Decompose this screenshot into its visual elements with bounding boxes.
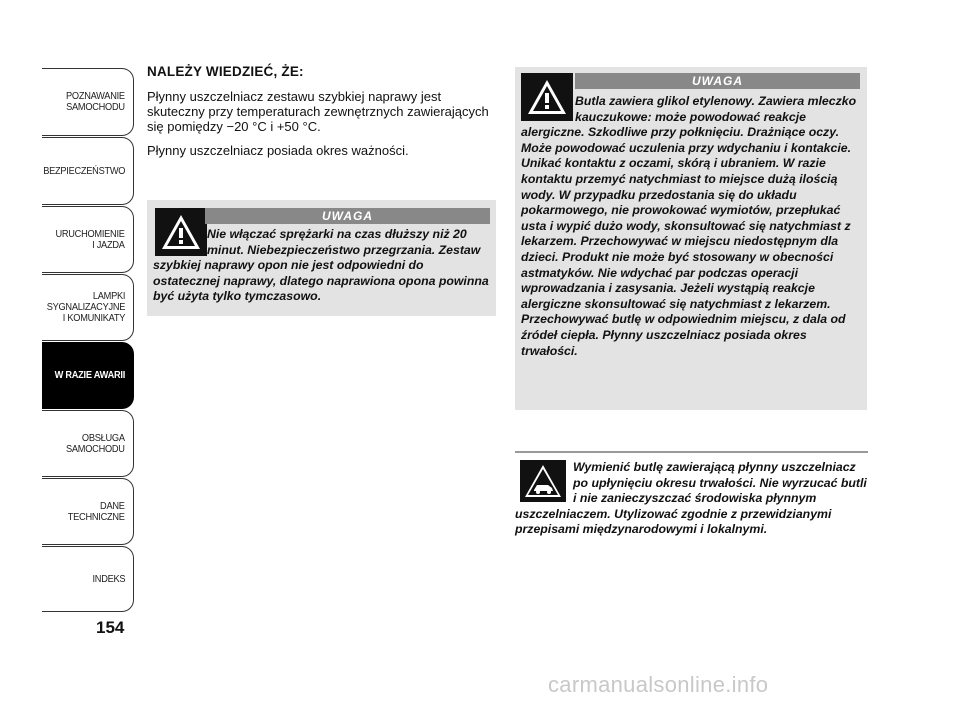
tab-obsluga-samochodu[interactable] [42,410,134,477]
main-text [147,64,492,167]
page-number: 154 [96,618,125,637]
tab-uruchomienie-i-jazda[interactable] [42,206,134,273]
tab-label: BEZPIECZEŃSTWO [42,164,125,177]
warning-text [153,227,491,305]
tab-lampki-sygnalizacyjne[interactable] [42,274,134,341]
tab-bezpieczenstwo[interactable] [42,137,134,205]
divider [515,451,868,453]
tab-label: POZNAWANIE SAMOCHODU [66,90,125,113]
tab-indeks[interactable] [42,546,134,612]
paragraph: Płynny uszczelniacz zestawu szybkiej naprawy jest skuteczny przy temperaturach zewnętrznych zawierających się pomiędzy −20 °C i +50 °C. [147,89,489,134]
tab-label: INDEKS [92,572,125,585]
warning-text-body: Butla zawiera glikol etylenowy. Zawiera mleczko kauczukowe: może powodować reakcje alergiczne. Szkodliwe przy połknięciu. Drażniące oczy. Może powodować uczulenia przy wdychaniu i kontakcie. Unikać kontaktu z oczami, skórą i ubraniem. W razie kontaktu przemyć natychmiast to miejsce dużą ilością wody. W przypadku przedostania się do układu pokarmowego, nie prowokować wymiotów, przepłukać usta i wypić dużo wody, skonsultować się natychmiast z lekarzem. Przechowywać w miejscu niedostępnym dla dzieci. Produkt nie może być stosowany w obecności astmatyków. Nie wdychać par podczas operacji wprowadzania i zasysania. Jeżeli wystąpią reakcje alergiczne skonsultować się natychmiast z lekarzem. Przechowywać butlę w odpowiednim miejscu, z dala od źródeł ciepła. Płynny uszczelniacz posiada okres trwałości. [521,94,857,358]
tab-label: URUCHOMIENIE I JAZDA [55,227,125,251]
watermark: carmanualsonline.info [548,672,769,697]
tab-label: W RAZIE AWARII [54,369,125,381]
tab-label: DANE TECHNICZNE [68,499,125,523]
warning-text-body: Nie włączać sprężarki na czas dłuższy niż 20 minut. Niebezpieczeństwo przegrzania. Zestaw szybkiej naprawy opon nie jest odpowiedni do ostatecznej naprawy, dlatego naprawiona opona powinna być użyta tylko tymczasowo. [153,227,489,304]
paragraph: Płynny uszczelniacz posiada okres ważności. [147,143,409,158]
section-heading: NALEŻY WIEDZIEĆ, ŻE: [147,64,304,79]
warning-box-compressor [147,200,496,316]
tab-poznawanie-samochodu[interactable] [42,68,134,136]
icon-spacer [521,94,575,124]
environment-note-text: Wymienić butlę zawierającą płynny uszczelniacz po upłynięciu okresu trwałości. Nie wyrzucać butli i nie zanieczyszczać środowiska płynnym uszczelniaczem. Utylizować zgodnie z przewidzianymi przepisami międzynarodowymi i lokalnymi. [515,460,867,537]
tab-dane-techniczne[interactable] [42,478,134,545]
warning-box-glycol [515,67,867,410]
warning-text [521,94,863,359]
uwaga-label: UWAGA [205,208,490,224]
tab-label: LAMPKI SYGNALIZACYJNE I KOMUNIKATY [46,290,125,324]
tab-label: OBSŁUGA SAMOCHODU [66,431,125,455]
uwaga-label: UWAGA [575,73,860,89]
icon-spacer [153,227,207,257]
tab-w-razie-awarii[interactable] [42,342,134,409]
environment-note [515,460,871,538]
icon-spacer [515,460,573,504]
